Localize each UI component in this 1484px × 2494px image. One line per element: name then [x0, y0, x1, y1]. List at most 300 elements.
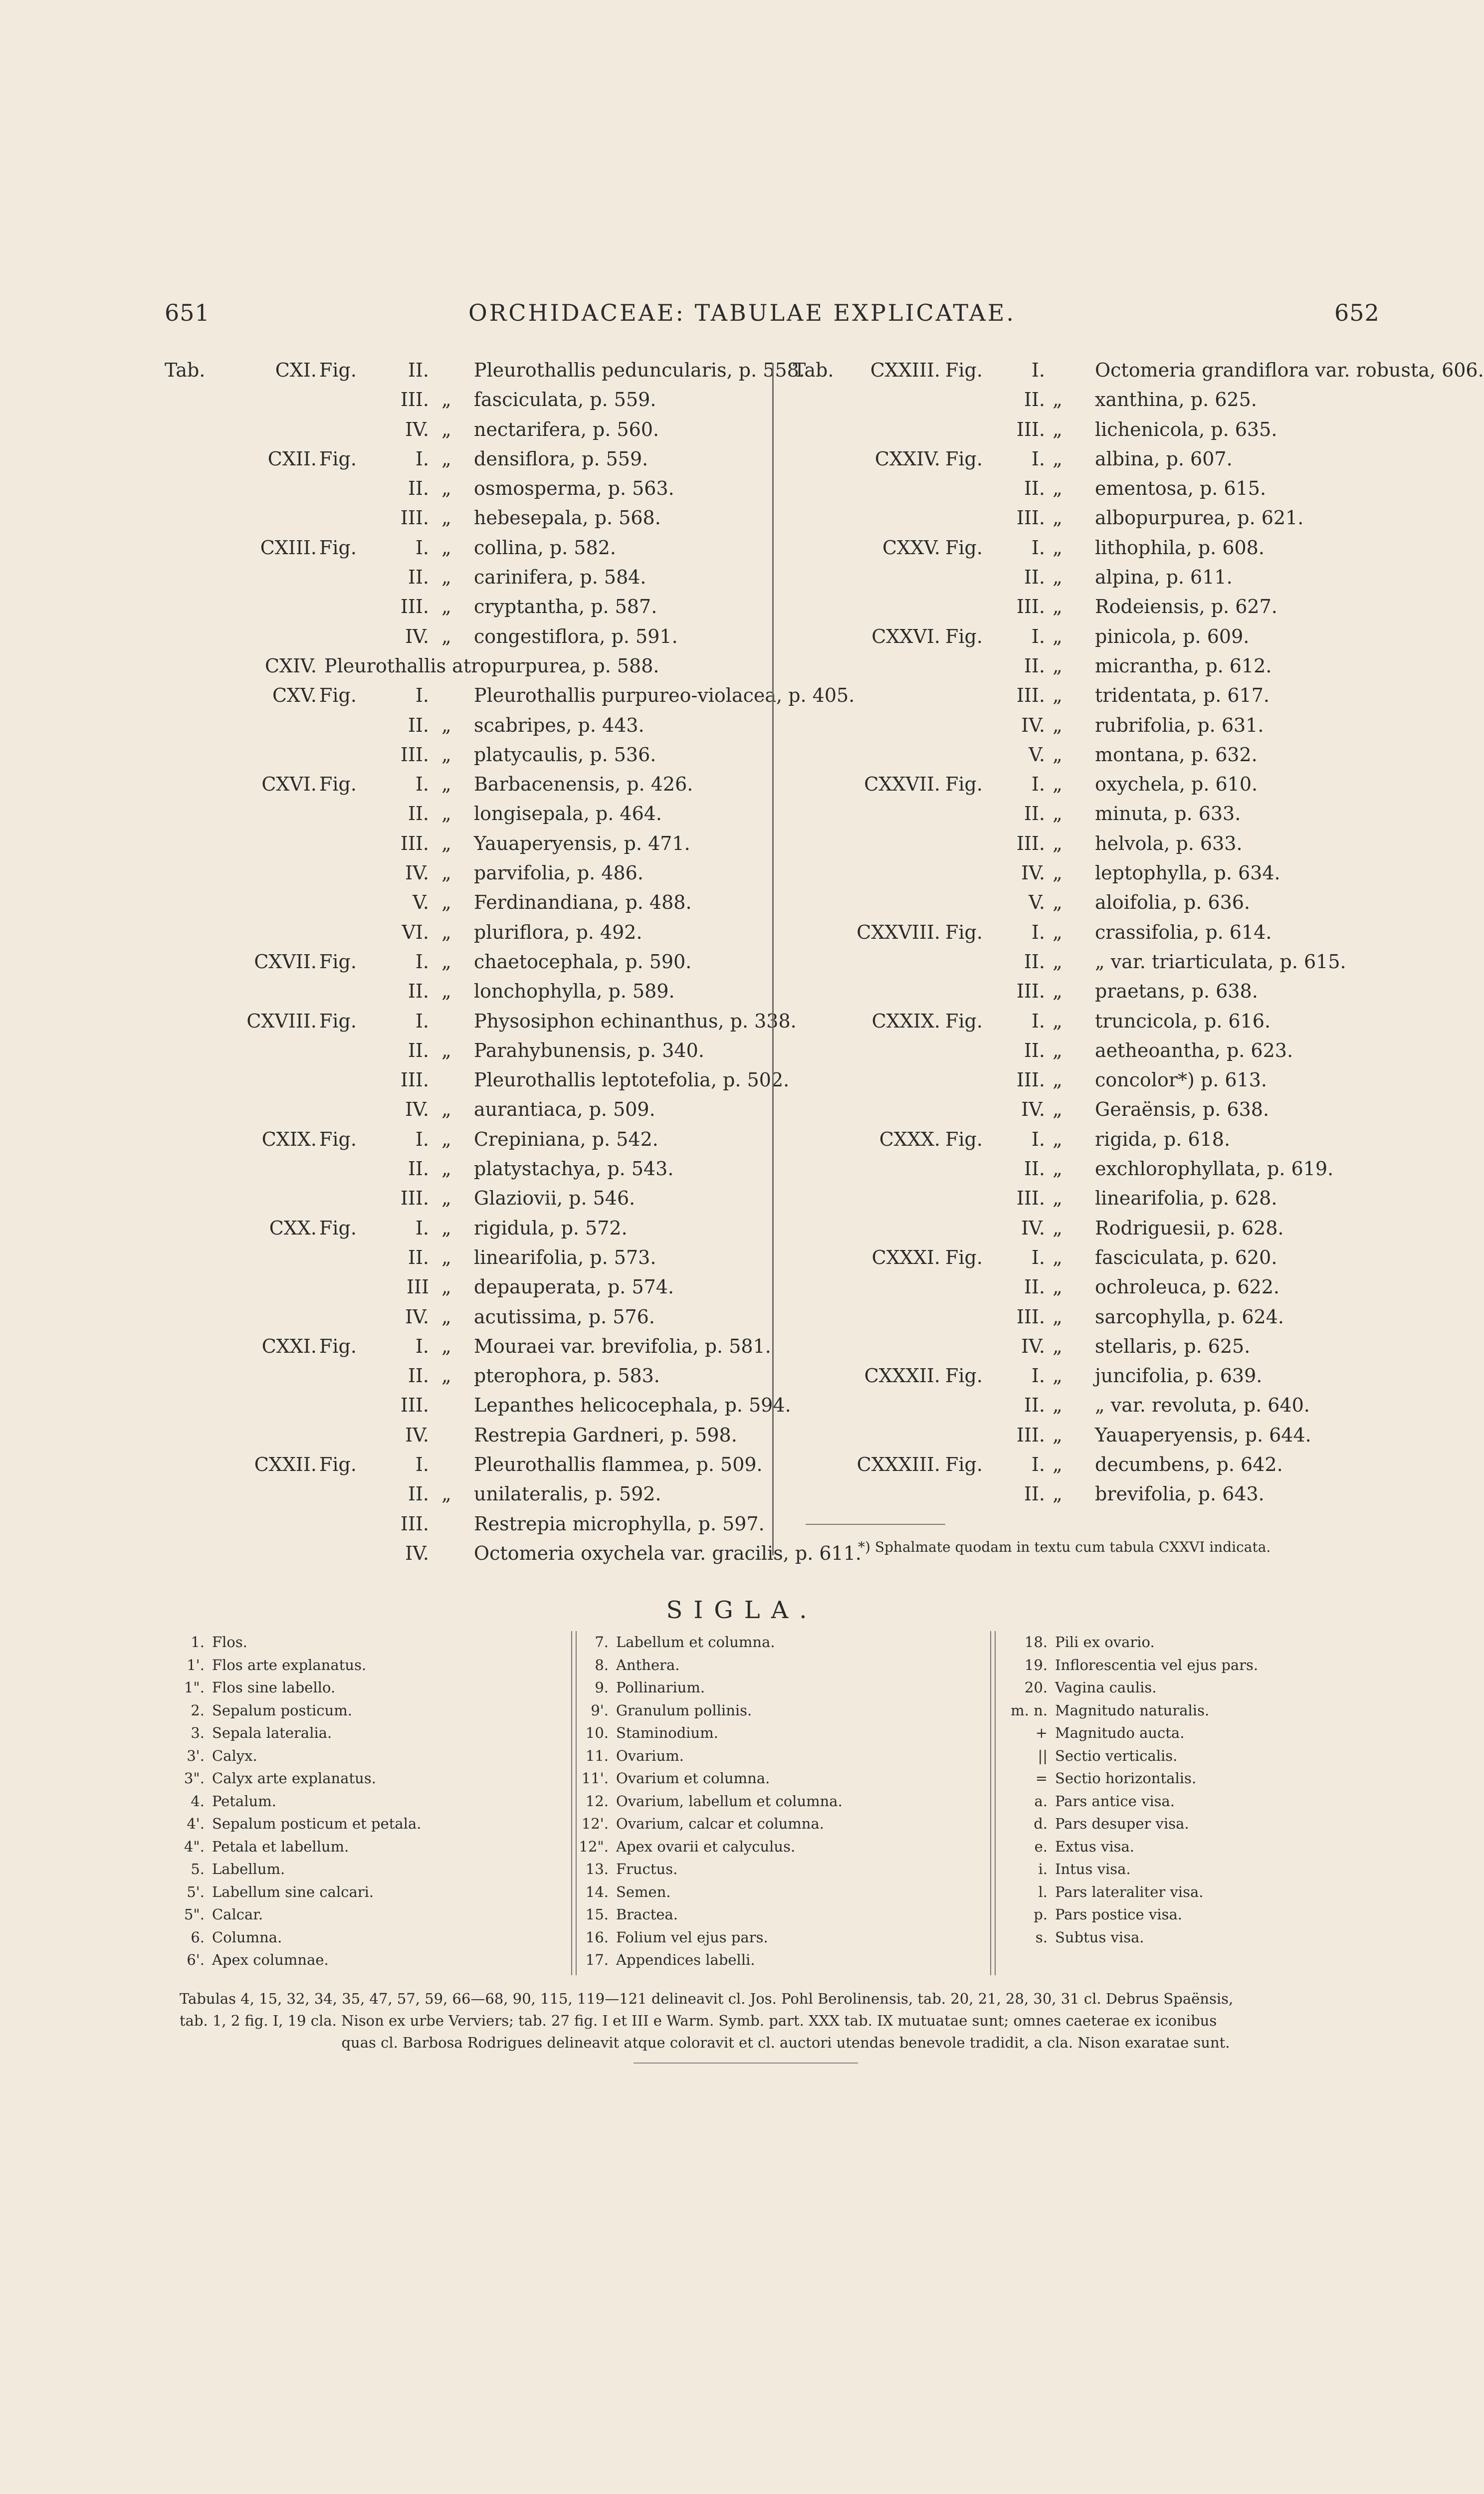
plate-entry	[165, 1483, 763, 1512]
plate-entry-r: II.	[408, 803, 429, 825]
plate-entry-r: I.	[1031, 1010, 1045, 1032]
plate-entry-f: Fig.	[945, 625, 983, 647]
sigla-key: 9'.	[591, 1701, 609, 1719]
plate-entry-d: „	[1053, 596, 1062, 618]
footnote-rule	[806, 1524, 945, 1525]
plate-entry	[165, 980, 763, 1010]
plate-entry-n: unilateralis, p. 592.	[474, 1483, 661, 1505]
plate-entry-r: II.	[408, 1246, 429, 1268]
plate-entry-p: CXIII.	[260, 536, 317, 559]
plate-entry	[793, 684, 1402, 714]
plate-entry-r: IV.	[1021, 1217, 1045, 1239]
plate-entry-d: „	[1053, 477, 1062, 500]
plate-entry-d: „	[1053, 980, 1062, 1003]
plate-entry-f: Fig.	[945, 1453, 983, 1475]
plate-entry	[165, 1187, 763, 1217]
plate-entry-d: „	[1053, 389, 1062, 411]
plate-entry-p: CXXXIII.	[856, 1453, 940, 1475]
sigla-value: Ovarium.	[616, 1747, 684, 1764]
bottom-rule	[634, 2063, 858, 2064]
plate-entry-d: „	[441, 418, 451, 440]
plate-entry-d: „	[441, 891, 451, 914]
plate-entry-f: Fig.	[319, 447, 357, 470]
plate-entry-n: platycaulis, p. 536.	[474, 743, 656, 766]
plate-entry-n: ementosa, p. 615.	[1095, 477, 1267, 500]
sigla-key: 4'.	[187, 1815, 205, 1832]
sigla-value: Flos arte explanatus.	[212, 1656, 367, 1673]
plate-entry-f: Fig.	[319, 1010, 357, 1032]
plate-entry-d: „	[1053, 832, 1062, 854]
plate-entry	[165, 1128, 763, 1158]
sigla-value: Inflorescentia vel ejus pars.	[1055, 1656, 1259, 1673]
plate-entry-r: IV.	[405, 862, 429, 884]
plate-entry-r: II.	[1024, 389, 1045, 411]
plate-entry-n: Yauaperyensis, p. 644.	[1095, 1424, 1311, 1446]
sigla-value: Flos.	[212, 1634, 247, 1651]
plate-entry-p: CXXVI.	[871, 625, 940, 647]
sigla-value: Ovarium et columna.	[616, 1770, 770, 1787]
plate-entry-r: I.	[415, 1335, 429, 1357]
sigla-key: +	[1035, 1724, 1048, 1741]
plate-entry-d: „	[441, 389, 451, 411]
plate-entry	[793, 862, 1402, 891]
plate-entry	[793, 477, 1402, 507]
plate-entry-d: „	[441, 1158, 451, 1180]
plate-entry-n: linearifolia, p. 628.	[1095, 1187, 1277, 1210]
plate-entry-p: CXII.	[267, 447, 317, 470]
plate-entry-n: Parahybunensis, p. 340.	[474, 1039, 704, 1061]
plate-entry-t: Tab.	[165, 359, 206, 381]
sigla-key: 10.	[585, 1724, 609, 1741]
plate-entry-n: exchlorophyllata, p. 619.	[1095, 1158, 1334, 1180]
sigla-value: Fructus.	[616, 1861, 678, 1877]
plate-entry	[793, 714, 1402, 744]
plate-entry	[793, 980, 1402, 1010]
plate-entry-r: II.	[408, 477, 429, 500]
sigla-value: Sepalum posticum et petala.	[212, 1815, 422, 1832]
plate-entry-r: IV.	[1021, 862, 1045, 884]
plate-entry-n: montana, p. 632.	[1095, 743, 1258, 766]
sigla-value: Anthera.	[616, 1656, 680, 1673]
plate-entry-r: III.	[1016, 1187, 1045, 1210]
plate-entry	[165, 359, 805, 389]
plate-entry	[165, 1098, 763, 1128]
plate-entry-d: „	[441, 625, 451, 647]
plate-entry	[165, 951, 763, 980]
plate-entry-r: III.	[1016, 832, 1045, 854]
plate-entry-r: II.	[408, 1158, 429, 1180]
plate-entry-r: II.	[1024, 1039, 1045, 1061]
plate-entry-p: CXXX.	[879, 1128, 940, 1150]
plate-entry-n: collina, p. 582.	[474, 536, 616, 559]
plate-entry-r: II.	[408, 566, 429, 589]
plate-entry-n: rigidula, p. 572.	[474, 1217, 628, 1239]
plate-entry-n: Pleurothallis leptotefolia, p. 502.	[474, 1069, 790, 1091]
plate-entry-r: III.	[400, 507, 429, 529]
plate-entry-n: Barbacenensis, p. 426.	[474, 773, 693, 796]
sigla-value: Ovarium, labellum et columna.	[616, 1792, 843, 1810]
plate-entry-n: albopurpurea, p. 621.	[1095, 507, 1304, 529]
plate-entry-p: CXXII.	[254, 1453, 317, 1475]
sigla-value: Subtus visa.	[1055, 1928, 1144, 1946]
sigla-value: Calyx arte explanatus.	[212, 1770, 376, 1787]
plate-entry	[165, 891, 763, 921]
plate-entry-d: „	[1053, 507, 1062, 529]
plate-entry-r: I.	[1031, 1128, 1045, 1150]
sigla-key: 17.	[585, 1951, 609, 1968]
sigla-key: 1.	[191, 1634, 205, 1651]
plate-entry	[165, 1513, 763, 1542]
plate-entry-n: Glaziovii, p. 546.	[474, 1187, 636, 1210]
plate-entry-p: CXIV.	[264, 654, 317, 677]
plate-entry	[793, 448, 1402, 477]
plate-entry-d: „	[441, 447, 451, 470]
plate-entry-r: IV.	[405, 1542, 429, 1564]
plate-entry	[793, 566, 1402, 596]
plate-entry-r: III.	[400, 596, 429, 618]
plate-entry-f: Fig.	[945, 447, 983, 470]
plate-entry-d: „	[1053, 1128, 1062, 1150]
plate-entry-p: CXXV.	[882, 536, 940, 559]
plate-entry	[793, 596, 1402, 625]
plate-entry	[165, 744, 763, 773]
plate-entry-p: CXVIII.	[246, 1010, 317, 1032]
plate-entry-n: Pleurothallis peduncularis, p. 558.	[474, 359, 805, 381]
plate-entry-d: „	[1053, 950, 1062, 973]
plate-entry-t: Tab.	[793, 359, 834, 381]
plate-entry-r: III.	[400, 832, 429, 854]
plate-entry-r: I.	[1031, 921, 1045, 943]
plate-entry-r: II.	[1024, 1276, 1045, 1298]
sigla-value: Columna.	[212, 1928, 282, 1946]
plate-entry-d: „	[441, 773, 451, 796]
plate-entry-d: „	[1053, 684, 1062, 707]
plate-entry-n: concolor*) p. 613.	[1095, 1069, 1267, 1091]
plate-entry	[165, 507, 763, 536]
sigla-key: 1'.	[187, 1656, 205, 1673]
plate-entry-p: CXV.	[272, 684, 317, 707]
plate-entry-r: III.	[1016, 418, 1045, 440]
plate-entry-n: Octomeria oxychela var. gracilis, p. 611.	[474, 1542, 861, 1564]
sigla-value: Vagina caulis.	[1055, 1679, 1157, 1696]
sigla-key: 15.	[585, 1906, 609, 1923]
sigla-key: 3'.	[187, 1747, 205, 1764]
plate-entry	[165, 1069, 790, 1098]
sigla-value: Pili ex ovario.	[1055, 1634, 1155, 1651]
plate-entry-d: „	[441, 1098, 451, 1121]
sigla-key: 13.	[585, 1861, 609, 1877]
sigla-value: Pars postice visa.	[1055, 1906, 1182, 1923]
plate-entry	[793, 1247, 1402, 1276]
plate-entry-n: linearifolia, p. 573.	[474, 1246, 656, 1268]
plate-entry-d: „	[441, 1128, 451, 1150]
plate-entry-n: Lepanthes helicocephala, p. 594.	[474, 1394, 791, 1417]
plate-entry-r: II.	[1024, 654, 1045, 677]
plate-entry-r: IV.	[405, 1098, 429, 1121]
plate-entry-r: III	[406, 1276, 429, 1298]
plate-entry-p: CXXI.	[261, 1335, 317, 1357]
plate-entry-n: depauperata, p. 574.	[474, 1276, 674, 1298]
plate-entry	[165, 566, 763, 596]
sigla-key: 12'.	[581, 1815, 609, 1832]
plate-entry	[793, 1394, 1402, 1424]
sigla-value: Pollinarium.	[616, 1679, 705, 1696]
plate-entry-r: I.	[415, 950, 429, 973]
plate-entry-n: „ var. revoluta, p. 640.	[1095, 1394, 1310, 1417]
page-title: ORCHIDACEAE: TABULAE EXPLICATAE.	[468, 299, 1016, 326]
plate-entry-d: „	[1053, 891, 1062, 914]
column-divider	[772, 363, 774, 1555]
sigla-key: 8.	[595, 1656, 609, 1673]
plate-entry	[793, 418, 1402, 448]
plate-entry	[165, 1010, 797, 1039]
plate-entry-n: Mouraei var. brevifolia, p. 581.	[474, 1335, 771, 1357]
plate-entry-d: „	[1053, 773, 1062, 796]
plate-entry-r: I.	[415, 684, 429, 707]
plate-entry-d: „	[1053, 447, 1062, 470]
sigla-value: Flos sine labello.	[212, 1679, 336, 1696]
plate-entry-r: III.	[400, 1394, 429, 1417]
plate-entry-n: scabripes, p. 443.	[474, 714, 644, 736]
plate-entry-f: Fig.	[319, 1453, 357, 1475]
sigla-key: 20.	[1024, 1679, 1048, 1696]
plate-entry-n: parvifolia, p. 486.	[474, 862, 643, 884]
plate-entry	[793, 1069, 1402, 1098]
plate-entry-n: decumbens, p. 642.	[1095, 1453, 1283, 1475]
plate-entry-d: „	[1053, 654, 1062, 677]
plate-entry	[793, 359, 1484, 389]
plate-entry-r: I.	[415, 447, 429, 470]
sigla-key: 6'.	[187, 1951, 205, 1968]
plate-entry-r: III.	[400, 1069, 429, 1091]
plate-entry	[165, 862, 763, 891]
plate-entry-f: Fig.	[319, 359, 357, 381]
plate-entry	[165, 1454, 763, 1483]
plate-entry-d: „	[1053, 1158, 1062, 1180]
plate-entry-n: osmosperma, p. 563.	[474, 477, 674, 500]
sigla-key: 5".	[184, 1906, 205, 1923]
plate-entry-n: truncicola, p. 616.	[1095, 1010, 1271, 1032]
plate-entry-r: III.	[1016, 684, 1045, 707]
plate-entry-p: CXVII.	[254, 950, 317, 973]
plate-entry	[793, 1276, 1402, 1305]
plate-entry	[793, 1158, 1402, 1187]
plate-entry-d: „	[1053, 1039, 1062, 1061]
plate-entry-p: CXX.	[269, 1217, 317, 1239]
plate-entry-p: CXXIX.	[871, 1010, 940, 1032]
plate-entry-r: IV.	[405, 418, 429, 440]
plate-entry	[165, 1217, 763, 1247]
plate-entry-n: Restrepia microphylla, p. 597.	[474, 1512, 765, 1535]
plate-entry	[793, 1306, 1402, 1335]
plate-entry	[165, 1335, 771, 1365]
plates-list-left	[165, 359, 861, 1572]
plate-entry-r: II.	[1024, 1158, 1045, 1180]
plate-entry-d: „	[1053, 803, 1062, 825]
plate-entry	[165, 655, 763, 684]
sigla-key: 3.	[191, 1724, 205, 1741]
plate-entry-d: „	[441, 950, 451, 973]
plate-entry-n: Pleurothallis purpureo-violacea, p. 405.	[474, 684, 855, 707]
sigla-value: Pars desuper visa.	[1055, 1815, 1189, 1832]
plate-entry-n: pterophora, p. 583.	[474, 1365, 660, 1387]
plate-entry-d: „	[441, 1246, 451, 1268]
sigla-key: 7.	[595, 1634, 609, 1651]
plate-entry-r: II.	[408, 1365, 429, 1387]
plate-entry-r: I.	[415, 1010, 429, 1032]
plate-entry-d: „	[1053, 1483, 1062, 1505]
plate-entry-n: ochroleuca, p. 622.	[1095, 1276, 1279, 1298]
plate-entry-d: „	[1053, 1246, 1062, 1268]
sigla-value: Magnitudo naturalis.	[1055, 1701, 1210, 1719]
plate-entry-r: III.	[1016, 507, 1045, 529]
plate-entry-d: „	[441, 803, 451, 825]
plate-entry-p: CXVI.	[261, 773, 317, 796]
sigla-key: e.	[1034, 1838, 1048, 1855]
sigla-key: 5'.	[187, 1883, 205, 1900]
plate-entry	[165, 773, 763, 803]
sigla-value: Pars lateraliter visa.	[1055, 1883, 1204, 1900]
plate-entry-r: I.	[1031, 1246, 1045, 1268]
plate-entry	[793, 803, 1402, 832]
plate-entry-d: „	[1053, 418, 1062, 440]
plate-entry-d: „	[1053, 1187, 1062, 1210]
plate-entry-d: „	[441, 862, 451, 884]
plate-entry-d: „	[1053, 714, 1062, 736]
plate-entry-n: praetans, p. 638.	[1095, 980, 1258, 1003]
sigla-key: 4.	[191, 1792, 205, 1810]
sigla-value: Intus visa.	[1055, 1861, 1131, 1877]
plate-entry-n: acutissima, p. 576.	[474, 1305, 655, 1328]
plate-entry-f: Fig.	[945, 1246, 983, 1268]
plate-entry-r: II.	[1024, 477, 1045, 500]
plate-entry	[793, 1424, 1402, 1454]
plate-entry-n: densiflora, p. 559.	[474, 447, 648, 470]
plate-entry-r: II.	[1024, 950, 1045, 973]
plate-entry-d: „	[441, 1365, 451, 1387]
plate-entry-n: „ var. triarticulata, p. 615.	[1095, 950, 1346, 973]
plate-entry	[793, 1365, 1402, 1394]
plate-entry	[793, 921, 1402, 951]
plate-entry-n: aloifolia, p. 636.	[1095, 891, 1250, 914]
plate-entry	[793, 1128, 1402, 1158]
plate-entry-n: rubrifolia, p. 631.	[1095, 714, 1264, 736]
plate-entry-r: II.	[1024, 803, 1045, 825]
sigla-key: 5.	[191, 1861, 205, 1877]
plate-entry-r: II.	[1024, 1394, 1045, 1417]
plate-entry	[793, 951, 1402, 980]
plate-entry-r: II.	[1024, 1483, 1045, 1505]
plate-entry-r: II.	[408, 1483, 429, 1505]
plate-entry	[793, 1454, 1402, 1483]
plate-entry	[793, 1483, 1402, 1512]
sigla-value: Staminodium.	[616, 1724, 718, 1741]
plate-entry	[793, 773, 1402, 803]
sigla-value: Bractea.	[616, 1906, 678, 1923]
sigla-value: Granulum pollinis.	[616, 1701, 752, 1719]
plate-entry-r: IV.	[405, 1424, 429, 1446]
plate-entry-r: I.	[415, 773, 429, 796]
plate-entry-n: congestiflora, p. 591.	[474, 625, 678, 647]
sigla-value: Appendices labelli.	[616, 1951, 755, 1968]
plate-entry	[165, 596, 763, 625]
plate-entry-d: „	[441, 1335, 451, 1357]
plate-entry	[793, 744, 1402, 773]
plate-entry-d: „	[441, 1483, 451, 1505]
plate-entry-f: Fig.	[319, 773, 357, 796]
plate-entry-p: CXXIV.	[874, 447, 940, 470]
plate-entry-r: IV.	[1021, 714, 1045, 736]
plate-entry	[165, 389, 763, 418]
plate-entry-d: „	[441, 714, 451, 736]
plate-entry-n: Restrepia Gardneri, p. 598.	[474, 1424, 737, 1446]
plate-entry-n: Rodeiensis, p. 627.	[1095, 596, 1277, 618]
plate-entry-name: Pleurothallis atropurpurea, p. 588.	[324, 654, 659, 677]
plate-entry-p: CXXIII.	[870, 359, 940, 381]
plate-entry-d: „	[441, 507, 451, 529]
plate-entry	[165, 1394, 791, 1424]
plate-entry-n: leptophylla, p. 634.	[1095, 862, 1280, 884]
plate-entry-d: „	[441, 1276, 451, 1298]
sigla-key: 2.	[191, 1701, 205, 1719]
plate-entry-n: Ferdinandiana, p. 488.	[474, 891, 692, 914]
sigla-value: Pars antice visa.	[1055, 1792, 1175, 1810]
plate-entry	[165, 1424, 763, 1454]
plate-entry	[793, 1098, 1402, 1128]
plate-entry-r: II.	[1024, 566, 1045, 589]
plate-entry-d: „	[1053, 1453, 1062, 1475]
sigla-key: i.	[1038, 1861, 1048, 1877]
plate-entry-n: cryptantha, p. 587.	[474, 596, 657, 618]
plate-entry-d: „	[441, 477, 451, 500]
sigla-value: Sectio horizontalis.	[1055, 1770, 1197, 1787]
plate-entry-d: „	[1053, 1394, 1062, 1417]
plate-entry-r: IV.	[405, 1305, 429, 1328]
sigla-value: Ovarium, calcar et columna.	[616, 1815, 824, 1832]
sigla-value: Labellum et columna.	[616, 1634, 775, 1651]
plate-entry-n: helvola, p. 633.	[1095, 832, 1243, 854]
sigla-value: Labellum.	[212, 1861, 285, 1877]
plate-entry-r: I.	[1031, 447, 1045, 470]
sigla-key: 12.	[585, 1792, 609, 1810]
sigla-key: 11'.	[581, 1770, 609, 1787]
plate-entry	[793, 1335, 1402, 1365]
sigla-value: Folium vel ejus pars.	[616, 1928, 768, 1946]
sigla-key: 18.	[1024, 1634, 1048, 1651]
credits-line: tab. 1, 2 fig. I, 19 cla. Nison ex urbe Verviers; tab. 27 fig. I et III e Warm. Symb. part. XXX tab. IX mutuatae sunt; omnes caeterae ex iconibus	[180, 2012, 1217, 2029]
credits	[180, 1988, 1392, 2054]
plate-entry-n: stellaris, p. 625.	[1095, 1335, 1251, 1357]
plate-entry-p: CXXXI.	[871, 1246, 940, 1268]
plate-entry-r: I.	[415, 1453, 429, 1475]
left-page-number: 651	[165, 299, 210, 326]
plate-entry-r: III.	[400, 1187, 429, 1210]
plate-entry-r: IV.	[1021, 1335, 1045, 1357]
plate-entry-r: III.	[400, 1512, 429, 1535]
sigla-value: Semen.	[616, 1883, 671, 1900]
sigla-key: 11.	[585, 1747, 609, 1764]
plate-entry-r: IV.	[405, 625, 429, 647]
plate-entry-r: V.	[1029, 743, 1045, 766]
plate-entry-d: „	[1053, 1217, 1062, 1239]
sigla-key: 4".	[184, 1838, 205, 1855]
plate-entry-r: III.	[1016, 980, 1045, 1003]
plate-entry-f: Fig.	[319, 684, 357, 707]
plate-entry-r: I.	[415, 1128, 429, 1150]
plate-entry	[165, 1306, 763, 1335]
plate-entry-r: III.	[1016, 1069, 1045, 1091]
plate-entry-n: micrantha, p. 612.	[1095, 654, 1272, 677]
